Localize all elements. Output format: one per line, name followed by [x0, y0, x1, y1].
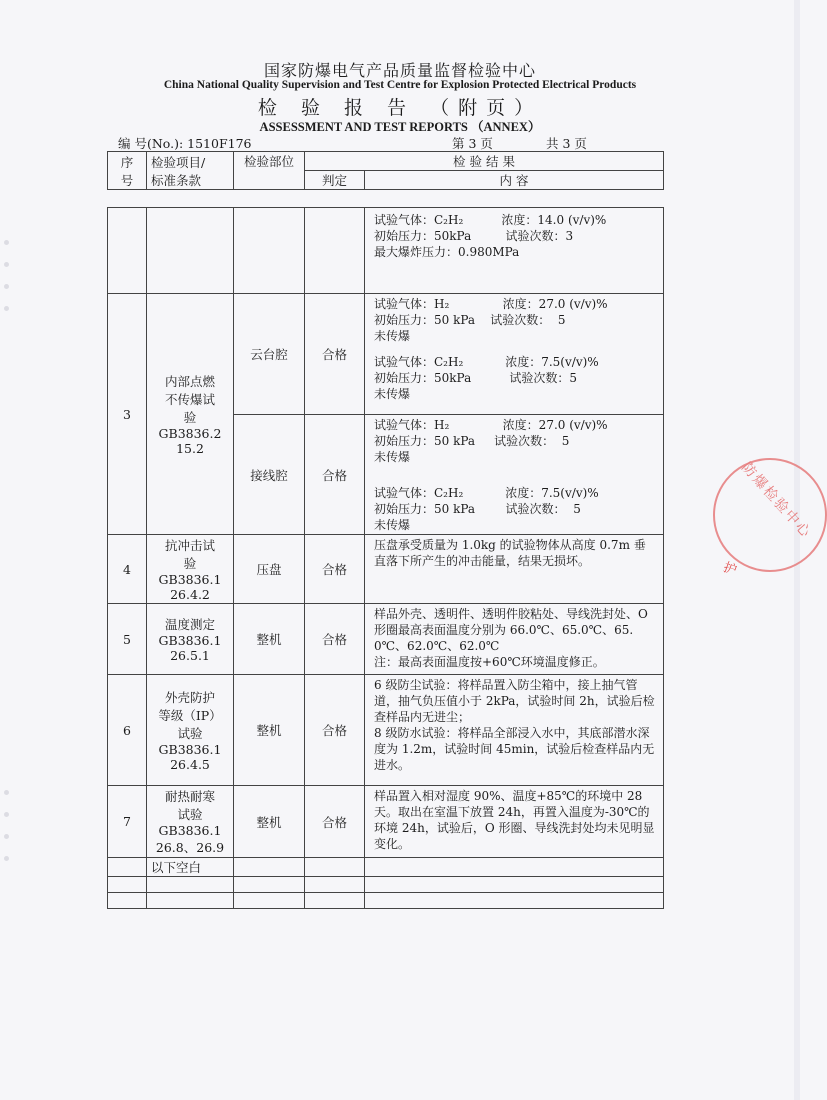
official-seal	[713, 458, 827, 572]
binding-hole	[4, 240, 9, 245]
col-content-header: 内 容	[365, 171, 664, 190]
row-number: 3	[108, 294, 147, 535]
verdict: 合格	[305, 604, 365, 675]
test-item: 耐热耐寒 试验 GB3836.1 26.8、26.9	[147, 786, 234, 858]
report-number-value: 1510F176	[187, 136, 252, 151]
verdict: 合格	[305, 786, 365, 858]
col-verdict-header: 判定	[305, 171, 365, 190]
binding-hole	[4, 262, 9, 267]
col-item-header: 检验项目/ 标准条款	[147, 152, 234, 190]
binding-hole	[4, 790, 9, 795]
row-number: 5	[108, 604, 147, 675]
seal-text: 防爆检验中心	[738, 459, 815, 542]
results-table	[107, 207, 664, 909]
result-content: 6 级防尘试验：将样品置入防尘箱中，接上抽气管道，抽气负压值小于 2kPa，试验时间 2h，试验后检查样品内无进尘； 8 级防水试验：将样品全部浸入水中，其底部潜水深度为 1.2m，试验时间 45min，试验后检查样品内无进水。	[365, 675, 664, 786]
binding-hole	[4, 834, 9, 839]
test-part: 压盘	[234, 535, 305, 604]
report-title-cn: 检 验 报 告 （附页）	[257, 97, 543, 119]
test-part: 整机	[234, 786, 305, 858]
page-number: 第 3 页	[452, 136, 493, 151]
report-number-label: 编 号(No.):	[118, 136, 184, 151]
blank-marker: 以下空白	[147, 858, 234, 877]
report-number	[118, 134, 251, 152]
row-number: 6	[108, 675, 147, 786]
binding-hole	[4, 306, 9, 311]
seal-signature: 护	[721, 560, 739, 579]
result-content: 样品外壳、透明件、透明件胶粘处、导线洗封处、O 形圈最高表面温度分别为 66.0℃、65.0℃、65.0℃、62.0℃、62.0℃ 注：最高表面温度按+60℃环境温度修正。	[365, 604, 664, 675]
table-row	[108, 535, 664, 604]
org-name-cn: 国家防爆电气产品质量监督检验中心	[263, 61, 536, 80]
org-name-en: China National Quality Supervision and Test Centre for Explosion Protected Electrical Products	[163, 79, 637, 91]
result-content: 样品置入相对湿度 90%、温度+85℃的环境中 28 天。取出在室温下放置 24h，再置入温度为-30℃的环境 24h，试验后，O 形圈、导线洗封处均未见明显变化。	[365, 786, 664, 858]
row-number: 7	[108, 786, 147, 858]
result-content: 试验气体：H₂ 浓度：27.0 (v/v)% 初始压力：50 kPa 试验次数： 5 未传爆 试验气体：C₂H₂ 浓度：7.5(v/v)% 初始压力：50 kPa 试验次数： 5 未传爆	[365, 415, 664, 535]
page-total: 共 3 页	[546, 136, 587, 151]
table-row-empty	[108, 877, 664, 893]
col-result-group-header: 检 验 结 果	[305, 152, 664, 171]
test-item: 内部点燃 不传爆试 验 GB3836.2 15.2	[147, 294, 234, 535]
row-number: 4	[108, 535, 147, 604]
test-part: 云台腔	[234, 294, 305, 415]
report-title-en: ASSESSMENT AND TEST REPORTS （ANNEX）	[259, 120, 541, 134]
binding-hole	[4, 856, 9, 861]
test-part: 整机	[234, 675, 305, 786]
header-table	[107, 151, 664, 190]
table-row-blank-marker	[108, 858, 664, 877]
test-item: 外壳防护 等级（IP） 试验 GB3836.1 26.4.5	[147, 675, 234, 786]
result-content: 压盘承受质量为 1.0kg 的试验物体从高度 0.7m 垂直落下所产生的冲击能量，结果无损坏。	[365, 535, 664, 604]
col-part-header: 检验部位	[234, 152, 305, 190]
temperature-note: 注：最高表面温度按+60℃环境温度修正。	[374, 655, 605, 669]
verdict: 合格	[305, 415, 365, 535]
binding-hole	[4, 284, 9, 289]
test-part: 接线腔	[234, 415, 305, 535]
col-seq-header: 序 号	[108, 152, 147, 190]
table-row-continued	[108, 208, 664, 294]
result-content: 试验气体：C₂H₂ 浓度：14.0 (v/v)% 初始压力：50kPa 试验次数：3 最大爆炸压力：0.980MPa	[365, 208, 664, 294]
test-item: 温度测定 GB3836.1 26.5.1	[147, 604, 234, 675]
verdict: 合格	[305, 675, 365, 786]
verdict: 合格	[305, 294, 365, 415]
table-row	[108, 604, 664, 675]
test-part: 整机	[234, 604, 305, 675]
table-row-empty	[108, 893, 664, 909]
binding-hole	[4, 812, 9, 817]
table-row	[108, 294, 664, 415]
table-row	[108, 786, 664, 858]
table-row	[108, 675, 664, 786]
verdict: 合格	[305, 535, 365, 604]
result-content: 试验气体：H₂ 浓度：27.0 (v/v)% 初始压力：50 kPa 试验次数： 5 未传爆 试验气体：C₂H₂ 浓度：7.5(v/v)% 初始压力：50kPa 试验次数：5 未传爆	[365, 294, 664, 415]
test-item: 抗冲击试 验 GB3836.1 26.4.2	[147, 535, 234, 604]
